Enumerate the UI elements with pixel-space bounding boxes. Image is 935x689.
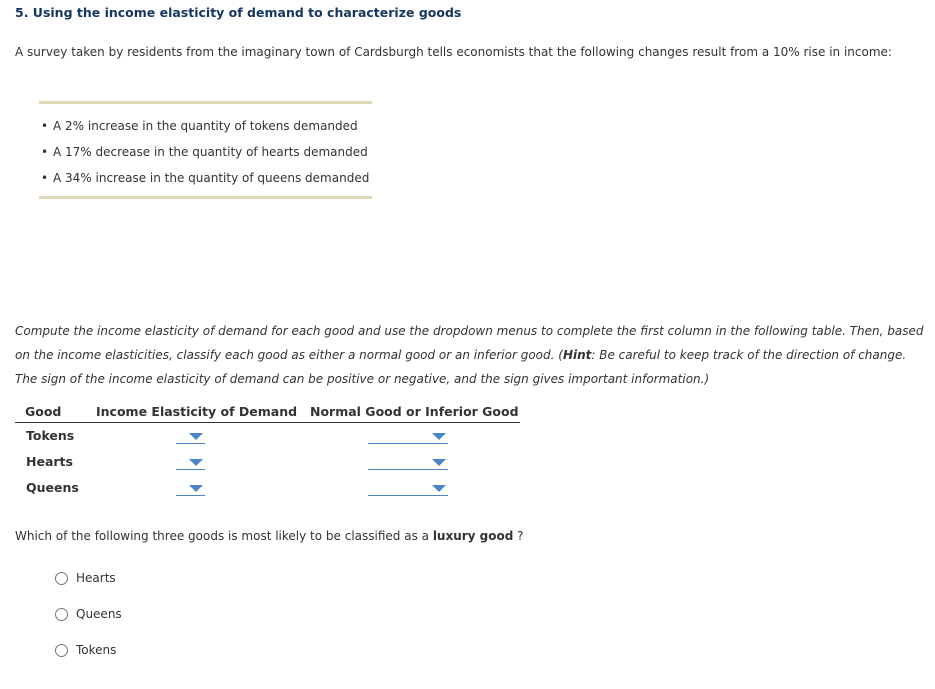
instructions-part2: : Be careful to keep track of the direction of change. The sign of the income elasticity of demand can be positive or negative, and the sign gives important information.) (15, 348, 907, 386)
header-good-type: Normal Good or Inferior Good (310, 404, 519, 419)
chevron-down-icon (432, 459, 446, 466)
changes-box (39, 101, 372, 199)
list-item: • A 2% increase in the quantity of tokens demanded (39, 118, 369, 144)
radio-button[interactable] (55, 644, 68, 657)
row-label-queens: Queens (26, 480, 79, 495)
chevron-down-icon (189, 485, 203, 492)
good-type-dropdown-hearts[interactable] (368, 456, 448, 470)
changes-list (39, 118, 369, 196)
instructions-text (15, 319, 930, 391)
elasticity-dropdown-hearts[interactable] (176, 456, 205, 470)
list-item: • A 17% decrease in the quantity of hearts demanded (39, 144, 369, 170)
list-item: • A 34% increase in the quantity of queens demanded (39, 170, 369, 196)
chevron-down-icon (189, 459, 203, 466)
radio-button[interactable] (55, 572, 68, 585)
option-label: Hearts (76, 571, 116, 585)
option-queens[interactable] (55, 606, 122, 622)
hint-label: Hint (562, 348, 592, 362)
chevron-down-icon (432, 433, 446, 440)
elasticity-dropdown-tokens[interactable] (176, 430, 205, 444)
option-label: Queens (76, 607, 122, 621)
good-type-dropdown-tokens[interactable] (368, 430, 448, 444)
option-hearts[interactable] (55, 570, 116, 586)
radio-button[interactable] (55, 608, 68, 621)
question-text: Which of the following three goods is most likely to be classified as a (15, 529, 433, 543)
instructions-part1: Compute the income elasticity of demand for each good and use the dropdown menus to complete the first column in the following table. Then, based on the income elasticities, classify each good as either a normal good or an inferior good. ( (15, 324, 924, 362)
option-label: Tokens (76, 643, 117, 657)
good-type-dropdown-queens[interactable] (368, 482, 448, 496)
option-tokens[interactable] (55, 642, 116, 658)
page-title: 5. Using the income elasticity of demand to characterize goods (15, 5, 462, 20)
intro-text: A survey taken by residents from the imaginary town of Cardsburgh tells economists that the following changes result from a 10% rise in income: (15, 45, 892, 59)
row-label-tokens: Tokens (26, 428, 75, 443)
row-label-hearts: Hearts (26, 454, 73, 469)
question-end: ? (513, 529, 524, 543)
header-income-elasticity: Income Elasticity of Demand (96, 404, 298, 419)
table-header-rule (15, 422, 520, 423)
chevron-down-icon (432, 485, 446, 492)
elasticity-dropdown-queens[interactable] (176, 482, 205, 496)
chevron-down-icon (189, 433, 203, 440)
luxury-question (15, 529, 524, 543)
question-emphasis: luxury good (432, 529, 514, 543)
header-good: Good (25, 404, 62, 419)
